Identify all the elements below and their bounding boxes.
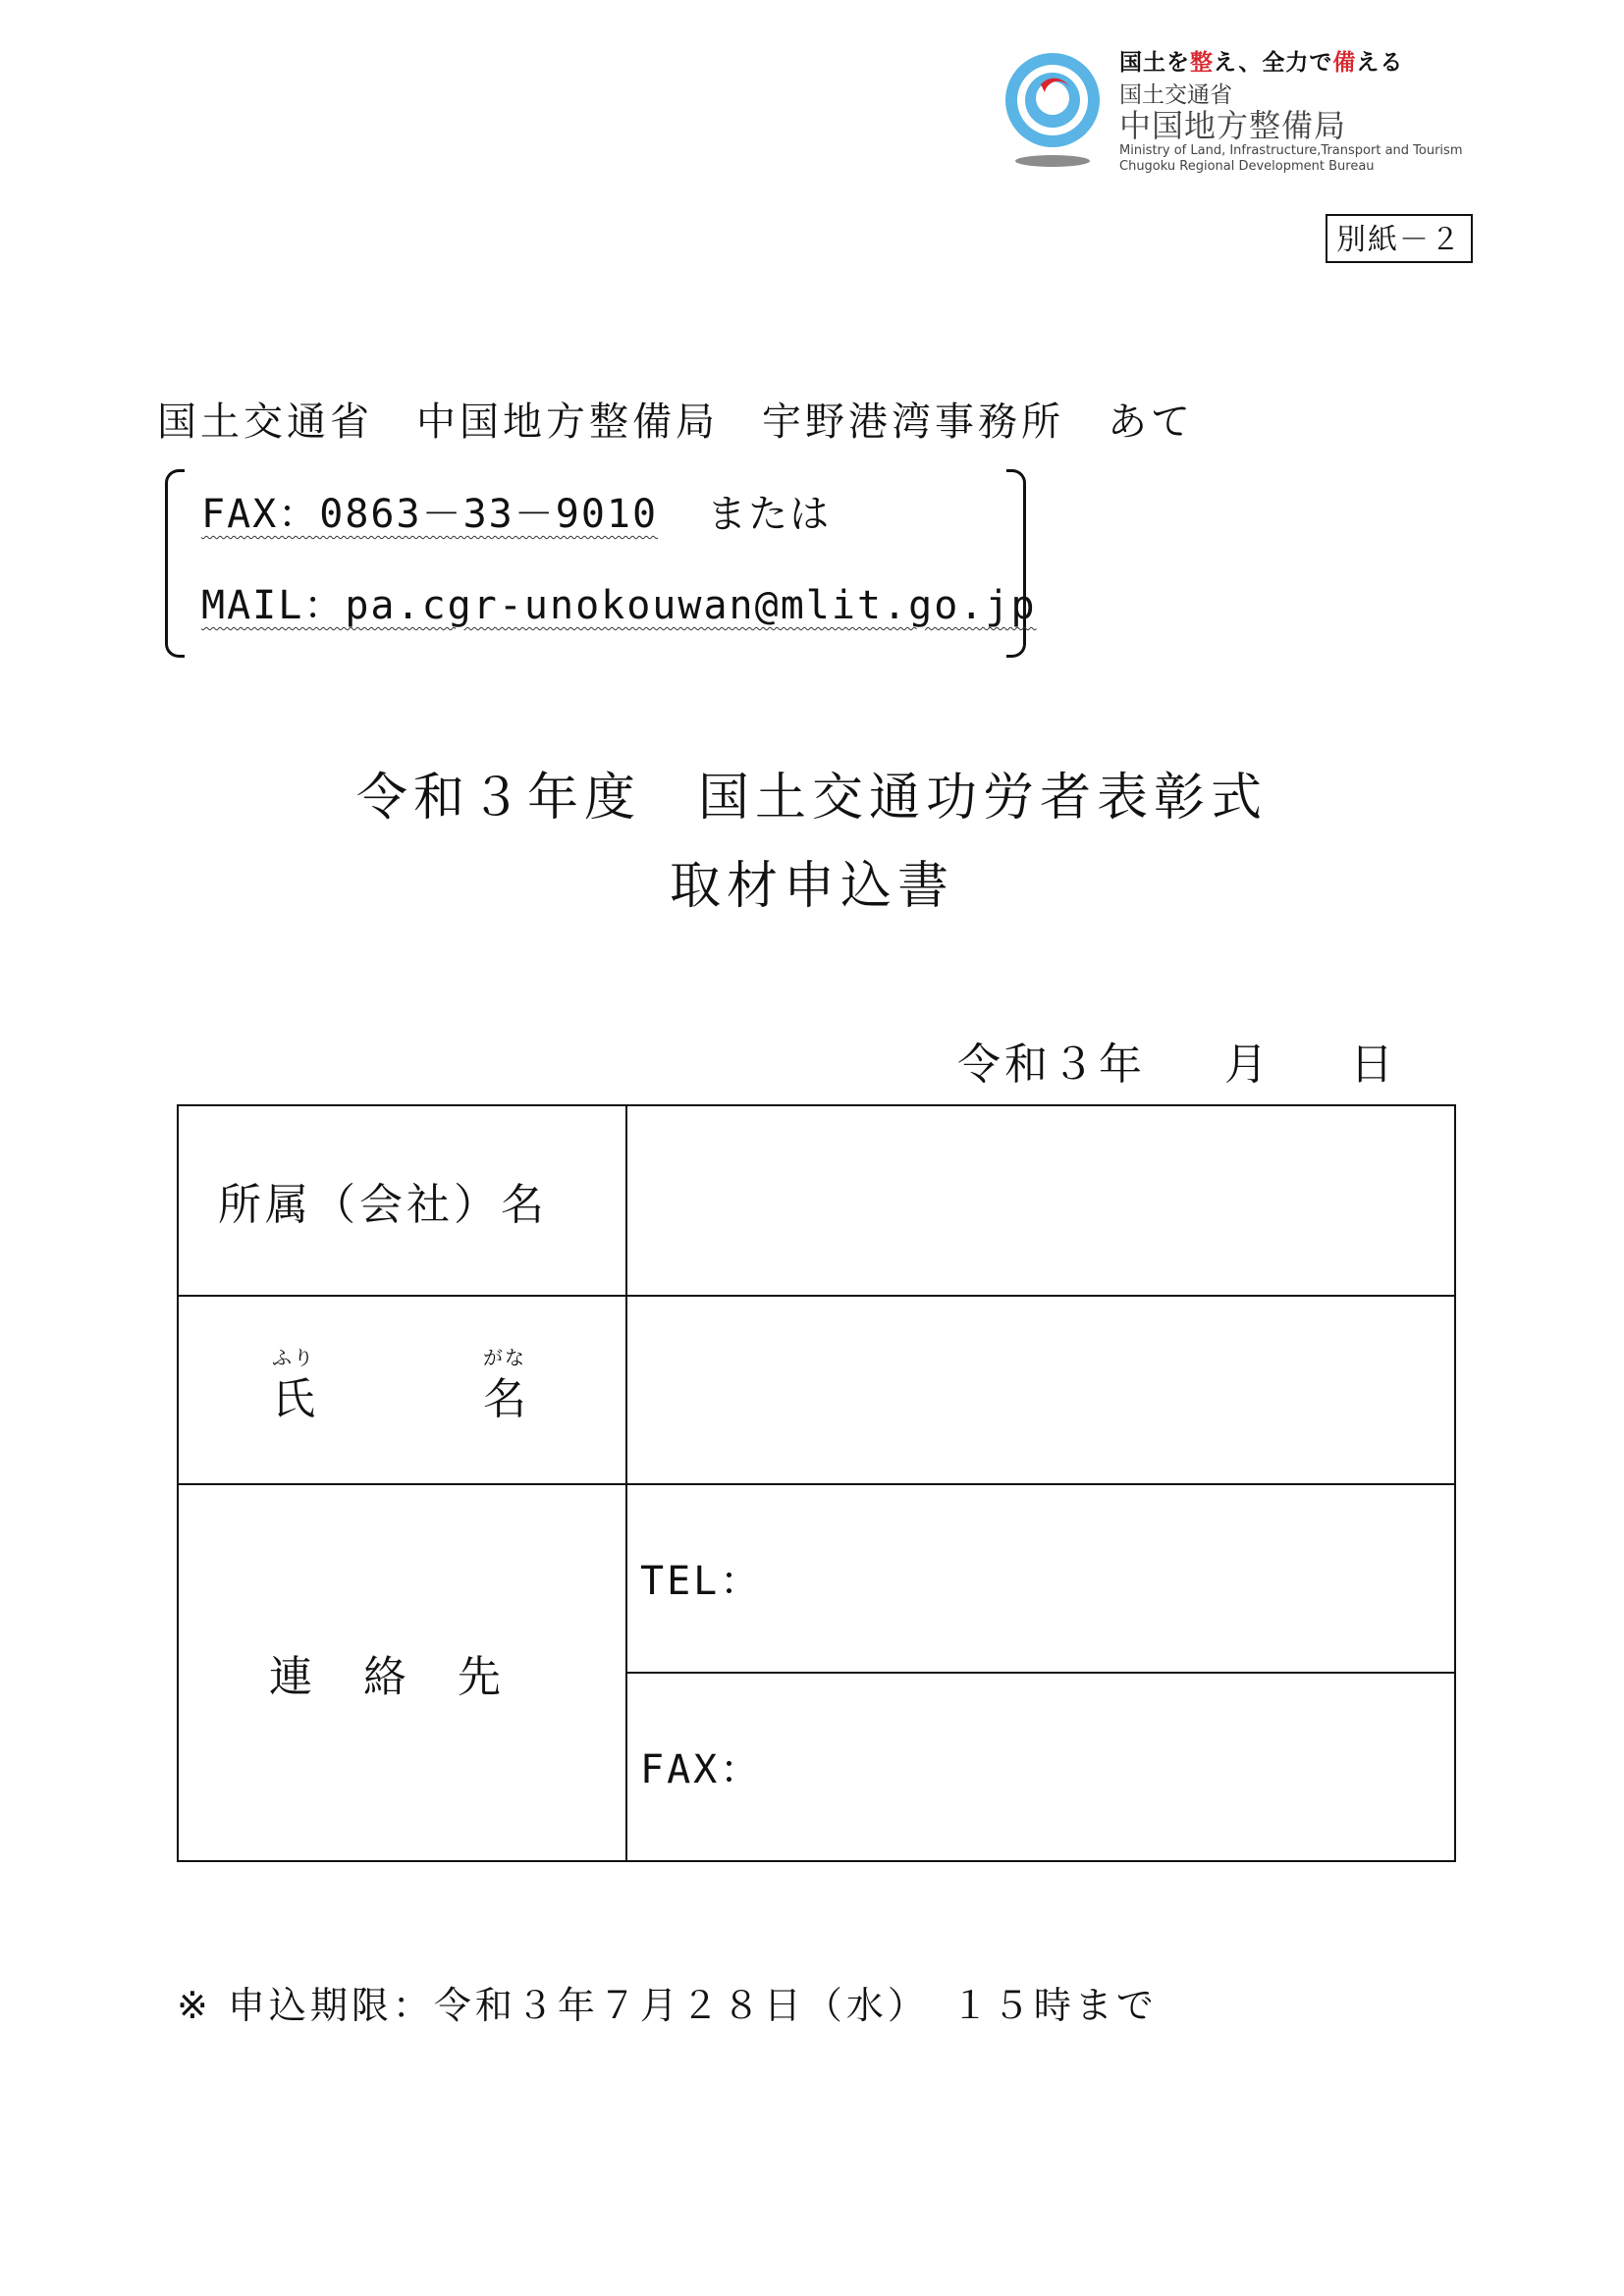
fax-number: FAX：0863－33－9010 [201, 492, 659, 537]
date-day-label: 日 [1350, 1040, 1397, 1090]
fax-label: FAX： [640, 1747, 763, 1792]
application-form-table [177, 1104, 1456, 1862]
attachment-label: 別紙－２ [1326, 214, 1473, 263]
slogan: 国土を整え、全力で備える [1119, 50, 1404, 76]
addressee: 国土交通省 中国地方整備局 宇野港湾事務所 あて [157, 400, 1194, 445]
row-divider [179, 1483, 1454, 1485]
affiliation-label: 所属（会社）名 [218, 1180, 548, 1230]
date-month-label: 月 [1224, 1040, 1272, 1090]
ministry-name: 国土交通省 [1119, 82, 1232, 108]
row-divider [625, 1672, 1454, 1674]
name-field[interactable] [640, 1360, 1435, 1418]
date-line [957, 1029, 1397, 1092]
slogan-highlight: 整 [1190, 50, 1214, 76]
slogan-highlight: 備 [1332, 50, 1357, 76]
affiliation-field[interactable] [640, 1171, 1435, 1230]
mail-address: MAIL：pa.cgr-unokouwan@mlit.go.jp [201, 583, 1037, 628]
contact-label: 連 絡 先 [269, 1652, 505, 1702]
fax-contact-line [201, 483, 831, 539]
document-title: 令和３年度 国土交通功労者表彰式 [355, 769, 1268, 828]
bureau-name: 中国地方整備局 [1119, 107, 1347, 144]
name-label-shi: 氏 [272, 1374, 319, 1424]
fax-field[interactable] [768, 1736, 1435, 1795]
name-label-mei: 名 [483, 1374, 530, 1424]
date-year: 令和３年 [957, 1040, 1146, 1090]
mail-contact-line [201, 574, 1037, 630]
tel-field[interactable] [768, 1548, 1435, 1607]
application-deadline: ※ 申込期限：令和３年７月２８日（水） １５時まで [177, 1984, 1158, 2027]
name-ruby-gana: がな [483, 1346, 526, 1369]
bureau-english: Chugoku Regional Development Bureau [1119, 159, 1375, 174]
tel-label: TEL： [640, 1559, 763, 1604]
row-divider [179, 1295, 1454, 1297]
mlit-logo-icon [1001, 49, 1105, 172]
document-subtitle: 取材申込書 [669, 857, 954, 916]
left-bracket [165, 469, 185, 658]
ministry-english: Ministry of Land, Infrastructure,Transport and Tourism [1119, 143, 1463, 158]
or-text: または [707, 492, 832, 537]
name-ruby-furi: ふり [272, 1346, 315, 1369]
